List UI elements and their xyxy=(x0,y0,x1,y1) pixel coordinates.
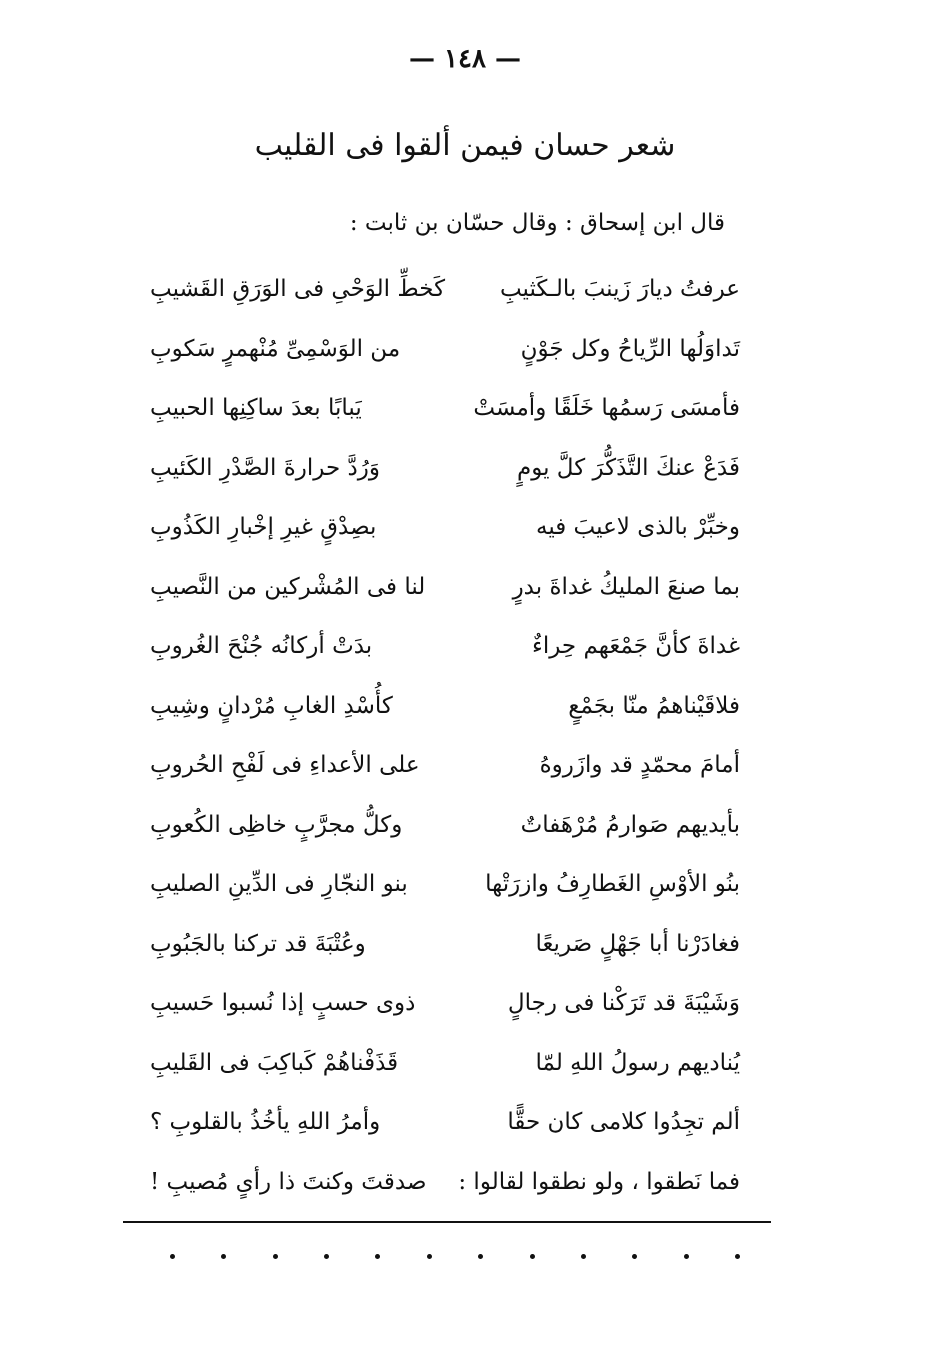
verse-6 xyxy=(150,566,740,626)
verse-first-hemistich: بما صنعَ المليكُ غداةَ بدرٍ xyxy=(512,573,740,600)
verse-second-hemistich: وكلُّ مجرَّبٍ خاظِى الكُعوبِ xyxy=(150,811,403,838)
verse-9 xyxy=(150,744,740,804)
verse-4 xyxy=(150,447,740,507)
verse-first-hemistich: تَداوَلُها الرِّياحُ وكل جَوْنٍ xyxy=(520,335,740,362)
page-title: شعر حسان فيمن ألقوا فى القليب xyxy=(254,128,676,163)
verse-second-hemistich: على الأعداءِ فى لَفْحِ الحُروبِ xyxy=(150,752,420,778)
verse-first-hemistich: فأمسَى رَسمُها خَلَقًا وأمسَتْ xyxy=(473,395,740,421)
dot-ornament xyxy=(530,1254,535,1259)
verse-second-hemistich: وَرُدَّ حرارةَ الصَّدْرِ الكَئيبِ xyxy=(150,454,380,481)
verse-first-hemistich: بأيديهم صَوارمُ مُرْهَفاتٌ xyxy=(520,811,740,838)
verse-first-hemistich: أمامَ محمّدٍ قد وازَروهُ xyxy=(539,752,740,778)
verse-second-hemistich: بدَتْ أركانُه جُنْحَ الغُروبِ xyxy=(150,633,373,659)
verse-first-hemistich: ألم تجِدُوا كلامى كان حقًّا xyxy=(507,1109,740,1135)
dot-ornament xyxy=(273,1254,278,1259)
verse-second-hemistich: بنو النجّارِ فى الدِّينِ الصليبِ xyxy=(150,871,408,897)
verse-second-hemistich: يَبابًا بعدَ ساكِنِها الحبيبِ xyxy=(150,395,362,421)
verse-7 xyxy=(150,625,740,685)
verse-second-hemistich: كَخطِّ الوَحْىِ فى الوَرَقِ القَشيبِ xyxy=(150,276,446,302)
verse-second-hemistich: وعُتْبَةَ قد تركنا بالجَبُوبِ xyxy=(150,930,366,957)
dot-ornament xyxy=(478,1254,483,1259)
verse-second-hemistich: وأمرُ اللهِ يأخُذُ بالقلوبِ ؟ xyxy=(150,1109,381,1135)
verse-second-hemistich: قَذَفْناهُمْ كَباكِبَ فى القَليبِ xyxy=(150,1049,399,1076)
dot-ornament xyxy=(221,1254,226,1259)
verse-11 xyxy=(150,863,740,923)
poem xyxy=(150,268,740,1220)
dot-ornament xyxy=(427,1254,432,1259)
verse-10 xyxy=(150,804,740,864)
dot-ornament xyxy=(735,1254,740,1259)
dot-ornament xyxy=(375,1254,380,1259)
verse-second-hemistich: من الوَسْمِىِّ مُنْهمرٍ سَكوبِ xyxy=(150,335,401,362)
dot-ornament xyxy=(684,1254,689,1259)
dot-ornament xyxy=(324,1254,329,1259)
verse-3 xyxy=(150,387,740,447)
verse-second-hemistich: صدقتَ وكنتَ ذا رأىٍ مُصيبِ ! xyxy=(150,1168,427,1195)
verse-first-hemistich: غداةَ كأنَّ جَمْعَهم حِراءٌ xyxy=(532,633,740,659)
verse-first-hemistich: عرفتُ ديارَ زَينبَ بالـكَثيبِ xyxy=(499,276,740,302)
dot-ornament xyxy=(632,1254,637,1259)
verse-first-hemistich: وَشَيْبَةَ قد تَرَكْنا فى رجالٍ xyxy=(507,990,740,1016)
verse-2 xyxy=(150,328,740,388)
verse-second-hemistich: ذوى حسبٍ إذا نُسبوا حَسيبِ xyxy=(150,990,416,1016)
verse-12 xyxy=(150,923,740,983)
verse-second-hemistich: لنا فى المُشْركين من النَّصيبِ xyxy=(150,573,426,600)
dot-ornament xyxy=(581,1254,586,1259)
verse-first-hemistich: بنُو الأوْسِ الغَطارِفُ وازرَتْها xyxy=(485,871,740,897)
dot-ornament-row xyxy=(170,1254,740,1259)
verse-first-hemistich: فلاقَيْناهمُ منّا بجَمْعٍ xyxy=(568,692,740,719)
verse-15 xyxy=(150,1101,740,1161)
verse-first-hemistich: فما نَطقوا ، ولو نطقوا لقالوا : xyxy=(458,1168,740,1195)
intro-line: قال ابن إسحاق : وقال حسّان بن ثابت : xyxy=(349,210,725,236)
verse-second-hemistich: بصِدْقٍ غيرِ إخْبارِ الكَذُوبِ xyxy=(150,514,377,540)
verse-first-hemistich: يُناديهم رسولُ اللهِ لمّا xyxy=(535,1049,740,1076)
verse-5 xyxy=(150,506,740,566)
verse-13 xyxy=(150,982,740,1042)
verse-1 xyxy=(150,268,740,328)
verse-16 xyxy=(150,1161,740,1221)
page-number: — ١٤٨ — xyxy=(408,44,522,74)
verse-8 xyxy=(150,685,740,745)
verse-first-hemistich: وخبِّرْ بالذى لاعيبَ فيه xyxy=(535,514,740,540)
divider-rule xyxy=(123,1221,771,1223)
dot-ornament xyxy=(170,1254,175,1259)
verse-first-hemistich: فَدَعْ عنكَ التَّذَكُّرَ كلَّ يومٍ xyxy=(516,454,740,481)
verse-14 xyxy=(150,1042,740,1102)
verse-first-hemistich: فغادَرْنا أبا جَهْلٍ صَريعًا xyxy=(535,930,740,957)
verse-second-hemistich: كأُسْدِ الغابِ مُرْدانٍ وشِيبِ xyxy=(150,692,393,719)
